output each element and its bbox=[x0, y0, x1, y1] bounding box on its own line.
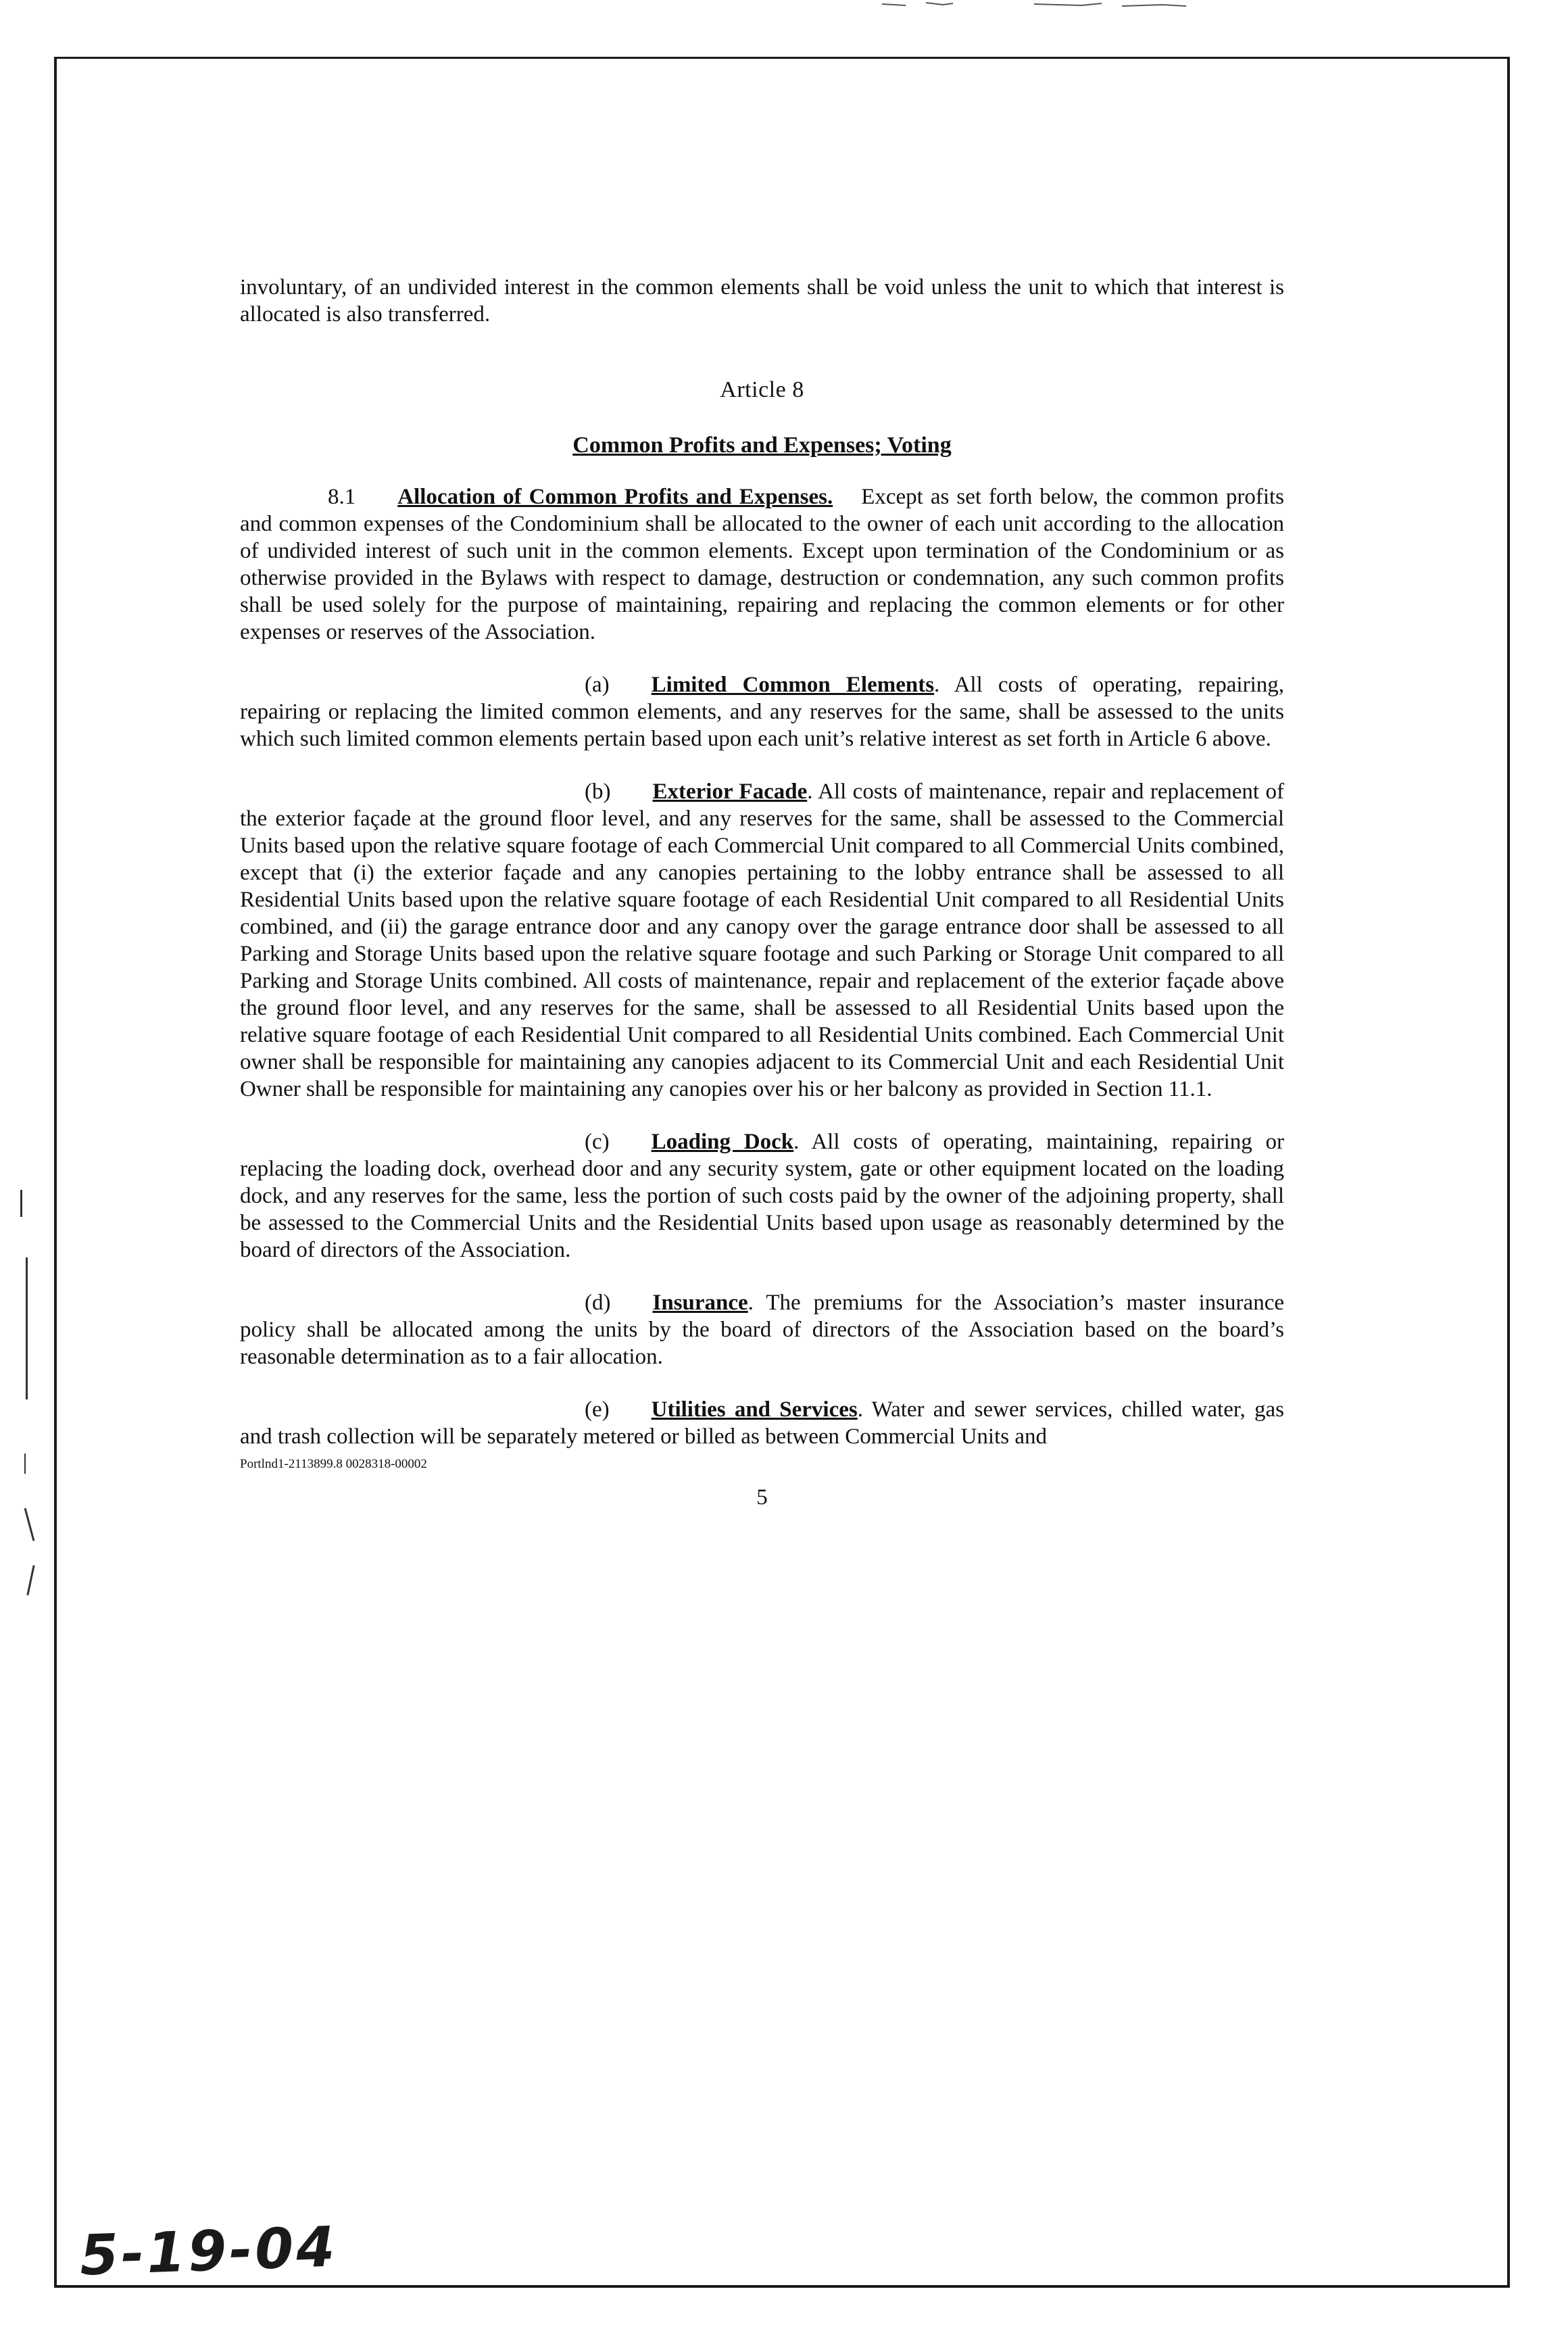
section-number: 8.1 bbox=[328, 485, 356, 509]
subsection-label: (a) bbox=[585, 673, 610, 697]
subsection-label: (c) bbox=[585, 1130, 610, 1154]
subsection-body: . The premiums for the Association’s master insurance policy shall be allocated among the units by the board of directors of the Association based on the board’s reasonable determination as to a fair allocation. bbox=[240, 1291, 1284, 1369]
subsection-e bbox=[240, 1396, 1284, 1450]
scan-artifact bbox=[879, 0, 1190, 9]
subsection-label: (e) bbox=[585, 1397, 610, 1422]
margin-mark bbox=[24, 1454, 26, 1474]
margin-mark bbox=[24, 1508, 35, 1541]
subsection-heading: Limited Common Elements bbox=[651, 673, 935, 697]
subsection-heading: Loading Dock bbox=[651, 1130, 794, 1154]
subsection-d bbox=[240, 1289, 1284, 1370]
subsection-b bbox=[240, 778, 1284, 1103]
margin-mark bbox=[26, 1565, 34, 1595]
section-body: Except as set forth below, the common profits and common expenses of the Condominium shall be allocated to the owner of each unit according to the allocation of undivided interest of such unit in the common elements. Except upon termination of the Condominium or as otherwise provided in the Bylaws with respect to damage, destruction or condemnation, any such common profits shall be used solely for the purpose of maintaining, repairing and replacing the common elements or for other expenses or reserves of the Association. bbox=[240, 485, 1285, 644]
document-id: Portlnd1-2113899.8 0028318-00002 bbox=[240, 1457, 427, 1471]
subsection-body: . All costs of operating, repairing, repairing or replacing the limited common elements, and any reserves for the same, shall be assessed to the units which such limited common elements pertain based upon each unit’s relative interest as set forth in Article 6 above. bbox=[240, 673, 1284, 751]
subsection-body: . Water and sewer services, chilled water, gas and trash collection will be separately metered or billed as between Commercial Units and bbox=[240, 1397, 1284, 1449]
subsection-label: (b) bbox=[585, 779, 611, 804]
section-8-1 bbox=[240, 483, 1284, 646]
margin-mark bbox=[20, 1190, 22, 1217]
opening-paragraph: involuntary, of an undivided interest in the common elements shall be void unless the unit to which that interest is allocated is also transferred. bbox=[240, 275, 1284, 327]
subsection-body: . All costs of operating, maintaining, repairing or replacing the loading dock, overhead door and any security system, gate or other equipment located on the loading dock, and any reserves for the same, less the portion of such costs paid by the owner of the adjoining property, shall be assessed to the Commercial Units and the Residential Units based upon usage as reasonably determined by the board of directors of the Association. bbox=[240, 1130, 1284, 1262]
subsection-body: . All costs of maintenance, repair and replacement of the exterior façade at the ground floor level, and any reserves for the same, shall be assessed to the Commercial Units based upon the relative square footage of each Commercial Unit compared to all Commercial Units combined, except that (i) the exterior façade and any canopies pertaining to the lobby entrance shall be assessed to all Residential Units based upon the relative square footage of each Residential Unit compared to all Residential Units combined, and (ii) the garage entrance door and any canopy over the garage entrance door shall be assessed to all Parking and Storage Units based upon the relative square footage and such Parking or Storage Unit compared to all Parking and Storage Units combined. All costs of maintenance, repair and replacement of the exterior façade above the ground floor level, and any reserves for the same, shall be assessed to all Residential Units based upon the relative square footage of each Residential Unit compared to all Residential Units combined. Each Commercial Unit owner shall be responsible for maintaining any canopies adjacent to its Commercial Unit and each Residential Unit Owner shall be responsible for maintaining any canopies over his or her balcony as provided in Section 11.1. bbox=[240, 779, 1284, 1101]
margin-mark bbox=[26, 1257, 28, 1399]
handwritten-date: 5-19-04 bbox=[78, 2215, 339, 2288]
article-number: Article 8 bbox=[720, 377, 804, 402]
subsection-c bbox=[240, 1128, 1284, 1264]
article-title: Common Profits and Expenses; Voting bbox=[572, 433, 952, 458]
subsection-heading: Utilities and Services bbox=[651, 1397, 858, 1422]
subsection-a bbox=[240, 671, 1284, 752]
subsection-label: (d) bbox=[585, 1291, 611, 1315]
subsection-heading: Insurance bbox=[652, 1291, 748, 1315]
page-number: 5 bbox=[756, 1485, 768, 1510]
section-heading: Allocation of Common Profits and Expenses. bbox=[397, 485, 833, 509]
subsection-heading: Exterior Facade bbox=[652, 779, 808, 804]
document-body bbox=[240, 274, 1284, 1511]
